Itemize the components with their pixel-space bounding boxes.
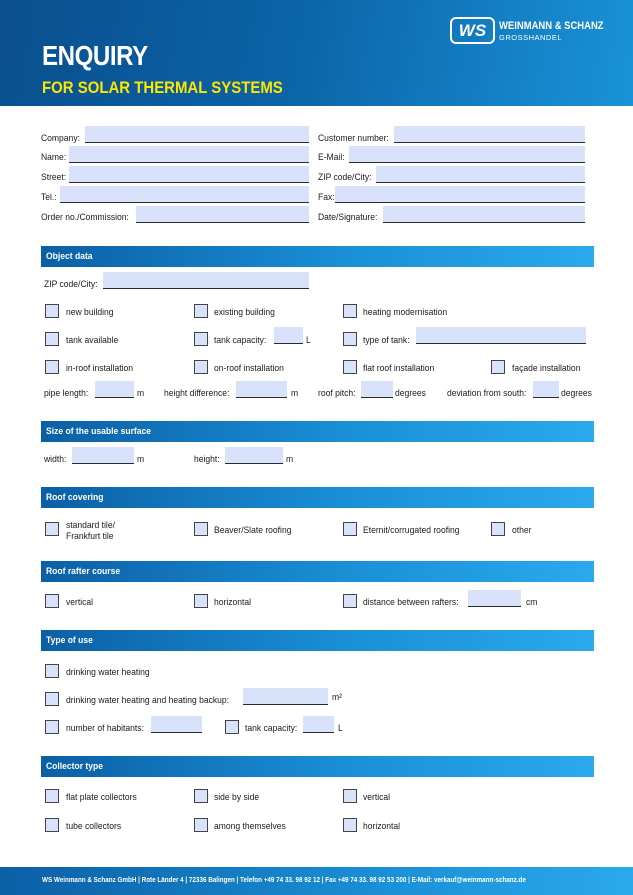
new-building-checkbox[interactable] — [45, 304, 59, 318]
collector-type-header — [41, 756, 594, 777]
existing-building-label: existing building — [214, 307, 275, 318]
collector-horizontal-checkbox[interactable] — [343, 818, 357, 832]
height-difference-unit: m — [291, 388, 299, 399]
object-data-header — [41, 246, 594, 267]
height-label: height: — [194, 454, 220, 465]
zip-city-field[interactable] — [376, 166, 585, 183]
email-label: E-Mail: — [318, 152, 345, 163]
company-label: Company: — [41, 133, 80, 144]
type-of-tank-checkbox[interactable] — [343, 332, 357, 346]
type-of-tank-label: type of tank: — [363, 335, 410, 346]
rafter-distance-field[interactable] — [468, 590, 521, 607]
usable-surface-header — [41, 421, 594, 442]
habitants-checkbox[interactable] — [45, 720, 59, 734]
type-of-use-heading: Type of use — [46, 635, 93, 646]
eternit-label: Eternit/corrugated roofing — [363, 525, 460, 536]
name-field[interactable] — [69, 146, 309, 163]
order-label: Order no./Commission: — [41, 212, 129, 223]
among-themselves-checkbox[interactable] — [194, 818, 208, 832]
object-zip-city-label: ZIP code/City: — [44, 279, 98, 290]
rafter-course-heading: Roof rafter course — [46, 566, 121, 577]
tube-collectors-label: tube collectors — [66, 821, 122, 832]
usable-surface-heading: Size of the usable surface — [46, 426, 152, 437]
roof-pitch-unit: degrees — [395, 388, 426, 399]
height-unit: m — [286, 454, 294, 465]
customer-number-label: Customer number: — [318, 133, 389, 144]
name-label: Name: — [41, 152, 67, 163]
tank-available-label: tank available — [66, 335, 119, 346]
eternit-checkbox[interactable] — [343, 522, 357, 536]
flat-plate-label: flat plate collectors — [66, 792, 137, 803]
collector-vertical-checkbox[interactable] — [343, 789, 357, 803]
fax-label: Fax: — [318, 192, 335, 203]
rafter-distance-label: distance between rafters: — [363, 597, 459, 608]
type-of-use-header — [41, 630, 594, 651]
flat-roof-checkbox[interactable] — [343, 360, 357, 374]
heating-modernisation-checkbox[interactable] — [343, 304, 357, 318]
pipe-length-label: pipe length: — [44, 388, 89, 399]
roof-pitch-field[interactable] — [361, 381, 393, 398]
dhw-backup-area-field[interactable] — [243, 688, 328, 705]
beaver-slate-label: Beaver/Slate roofing — [214, 525, 292, 536]
tube-collectors-checkbox[interactable] — [45, 818, 59, 832]
rafter-horizontal-label: horizontal — [214, 597, 252, 608]
pipe-length-unit: m — [137, 388, 145, 399]
fax-field[interactable] — [335, 186, 585, 203]
date-signature-label: Date/Signature: — [318, 212, 378, 223]
footer-contact-text: WS Weinmann & Schanz GmbH | Rote Länder 4 | 72336 Balingen | Telefon +49 74 33. 98 92 12 | Fax +49 74 33. 98 92 53 200 | E-Mail: verkauf@weinmann-schanz.de — [42, 875, 526, 884]
rafter-distance-checkbox[interactable] — [343, 594, 357, 608]
deviation-south-unit: degrees — [561, 388, 592, 399]
frankfurt-tile-label: Frankfurt tile — [66, 531, 114, 542]
rafter-vertical-label: vertical — [66, 597, 94, 608]
standard-tile-label: standard tile/ — [66, 520, 115, 531]
collector-vertical-label: vertical — [363, 792, 391, 803]
tank-capacity-label: tank capacity: — [214, 335, 267, 346]
deviation-south-label: deviation from south: — [447, 388, 527, 399]
dhw-checkbox[interactable] — [45, 664, 59, 678]
header-banner — [0, 0, 633, 106]
width-label: width: — [44, 454, 67, 465]
width-field[interactable] — [72, 447, 134, 464]
page-subtitle: FOR SOLAR THERMAL SYSTEMS — [42, 78, 283, 97]
facade-label: façade installation — [512, 363, 581, 374]
rafter-course-header — [41, 561, 594, 582]
pipe-length-field[interactable] — [95, 381, 134, 398]
flat-roof-label: flat roof installation — [363, 363, 435, 374]
rafter-vertical-checkbox[interactable] — [45, 594, 59, 608]
on-roof-checkbox[interactable] — [194, 360, 208, 374]
company-logo-subtitle: GROSSHANDEL — [499, 33, 563, 42]
existing-building-checkbox[interactable] — [194, 304, 208, 318]
on-roof-label: on-roof installation — [214, 363, 284, 374]
heating-modernisation-label: heating modernisation — [363, 307, 448, 318]
object-zip-city-field[interactable] — [103, 272, 309, 289]
width-unit: m — [137, 454, 145, 465]
habitants-field[interactable] — [151, 716, 202, 733]
date-signature-field[interactable] — [383, 206, 585, 223]
tank-capacity-field[interactable] — [274, 327, 303, 344]
tank-available-checkbox[interactable] — [45, 332, 59, 346]
deviation-south-field[interactable] — [533, 381, 559, 398]
order-field[interactable] — [136, 206, 309, 223]
company-field[interactable] — [85, 126, 309, 143]
email-field[interactable] — [349, 146, 585, 163]
use-tank-capacity-label: tank capacity: — [245, 723, 298, 734]
tank-capacity-checkbox[interactable] — [194, 332, 208, 346]
roof-pitch-label: roof pitch: — [318, 388, 356, 399]
footer-bar — [0, 867, 633, 895]
dhw-backup-area-unit: m² — [332, 692, 342, 703]
use-tank-capacity-field[interactable] — [303, 716, 334, 733]
use-tank-capacity-unit: L — [338, 723, 343, 734]
standard-tile-checkbox[interactable] — [45, 522, 59, 536]
tank-capacity-unit: L — [306, 335, 311, 346]
facade-checkbox[interactable] — [491, 360, 505, 374]
use-tank-capacity-checkbox[interactable] — [225, 720, 239, 734]
new-building-label: new building — [66, 307, 114, 318]
customer-number-field[interactable] — [394, 126, 585, 143]
beaver-slate-checkbox[interactable] — [194, 522, 208, 536]
dhw-label: drinking water heating — [66, 667, 150, 678]
roof-covering-header — [41, 487, 594, 508]
company-logo-badge: WS — [450, 17, 495, 44]
company-logo-name: WEINMANN & SCHANZ — [499, 20, 604, 32]
collector-horizontal-label: horizontal — [363, 821, 401, 832]
other-roofing-label: other — [512, 525, 532, 536]
height-field[interactable] — [225, 447, 283, 464]
dhw-backup-label: drinking water heating and heating backup: — [66, 695, 230, 706]
collector-type-heading: Collector type — [46, 761, 104, 772]
page-title: ENQUIRY — [42, 40, 148, 71]
street-field[interactable] — [69, 166, 309, 183]
in-roof-label: in-roof installation — [66, 363, 134, 374]
flat-plate-checkbox[interactable] — [45, 789, 59, 803]
type-of-tank-field[interactable] — [416, 327, 586, 344]
object-data-heading: Object data — [46, 251, 93, 262]
zip-city-label: ZIP code/City: — [318, 172, 372, 183]
in-roof-checkbox[interactable] — [45, 360, 59, 374]
dhw-backup-checkbox[interactable] — [45, 692, 59, 706]
tel-field[interactable] — [60, 186, 309, 203]
side-by-side-checkbox[interactable] — [194, 789, 208, 803]
height-difference-field[interactable] — [236, 381, 287, 398]
habitants-label: number of habitants: — [66, 723, 144, 734]
rafter-distance-unit: cm — [526, 597, 538, 608]
side-by-side-label: side by side — [214, 792, 260, 803]
among-themselves-label: among themselves — [214, 821, 286, 832]
street-label: Street: — [41, 172, 67, 183]
height-difference-label: height difference: — [164, 388, 230, 399]
roof-covering-heading: Roof covering — [46, 492, 104, 503]
rafter-horizontal-checkbox[interactable] — [194, 594, 208, 608]
other-roofing-checkbox[interactable] — [491, 522, 505, 536]
tel-label: Tel.: — [41, 192, 57, 203]
